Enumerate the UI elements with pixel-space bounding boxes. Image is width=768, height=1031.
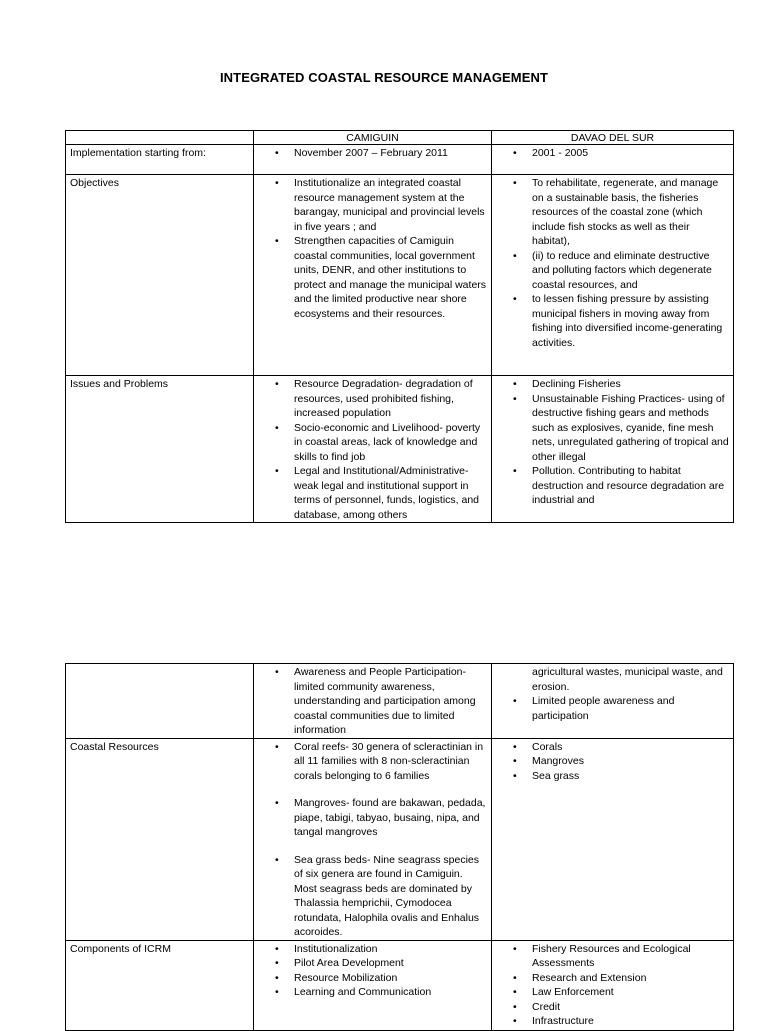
icrm-table-part-1 <box>65 130 734 523</box>
row-objectives <box>66 175 734 376</box>
list-item: • Sea grass <box>532 769 729 784</box>
row-label-issues: Issues and Problems <box>66 376 254 523</box>
list-item: • Institutionalize an integrated coastal resource management system at the barangay, municipal and provincial levels in five years ; and <box>294 176 487 234</box>
list-item: • Mangroves- found are bakawan, pedada, piape, tabigi, tabyao, busaing, nipa, and tangal mangroves <box>294 796 487 840</box>
list-item: • Socio-economic and Livelihood- poverty in coastal areas, lack of knowledge and skills to find job <box>294 421 487 465</box>
row-issues <box>66 376 734 523</box>
cell-davao-issues-continued <box>492 664 734 739</box>
list-item: • Institutionalization <box>294 942 487 957</box>
bullet-list <box>258 176 487 321</box>
icrm-table-part-2 <box>65 663 734 1031</box>
row-label-objectives: Objectives <box>66 175 254 376</box>
continued-text: agricultural wastes, municipal waste, and erosion. <box>532 666 723 693</box>
bullet-list <box>496 740 729 784</box>
list-item: • Fishery Resources and Ecological Assessments <box>532 942 729 971</box>
list-item: • Unsustainable Fishing Practices- using of destructive fishing gears and methods such as explosives, cyanide, fine mesh nets, unregulated gathering of tropical and other illegal <box>532 392 729 465</box>
row-coastal-resources <box>66 738 734 940</box>
list-item: • Mangroves <box>532 754 729 769</box>
cell-camiguin-objectives <box>254 175 492 376</box>
list-item: • Research and Extension <box>532 971 729 986</box>
cell-davao-components <box>492 940 734 1030</box>
list-item: • November 2007 – February 2011 <box>294 146 487 161</box>
list-item: • Limited people awareness and participation <box>532 694 729 723</box>
header-cell-camiguin: CAMIGUIN <box>254 131 492 145</box>
bullet-list <box>258 942 487 1000</box>
bullet-list <box>496 942 729 1029</box>
page-title: INTEGRATED COASTAL RESOURCE MANAGEMENT <box>219 70 549 85</box>
list-item: • to lessen fishing pressure by assisting municipal fishers in moving away from fishing into diversified income-generating activities. <box>532 292 729 350</box>
list-item: • Legal and Institutional/Administrative- weak legal and institutional support in terms of personnel, funds, logistics, and database, among others <box>294 464 487 522</box>
bullet-list <box>496 694 729 723</box>
cell-camiguin-issues <box>254 376 492 523</box>
list-item: • (ii) to reduce and eliminate destructive and polluting factors which degenerate coastal resources, and <box>532 249 729 293</box>
bullet-list <box>258 377 487 522</box>
list-item: • Awareness and People Participation- limited community awareness, understanding and participation among coastal communities due to limited information <box>294 665 487 738</box>
list-item: • Declining Fisheries <box>532 377 729 392</box>
bullet-list <box>258 146 487 161</box>
list-item: • Law Enforcement <box>532 985 729 1000</box>
list-item: • Corals <box>532 740 729 755</box>
cell-camiguin-issues-continued <box>254 664 492 739</box>
row-label-components: Components of ICRM <box>66 940 254 1030</box>
header-cell-davao-del-sur: DAVAO DEL SUR <box>492 131 734 145</box>
list-item: • Learning and Communication <box>294 985 487 1000</box>
bullet-list <box>496 176 729 350</box>
row-implementation <box>66 145 734 175</box>
list-item: • Pollution. Contributing to habitat destruction and resource degradation are industrial and <box>532 464 729 508</box>
row-label-coastal-resources: Coastal Resources <box>66 738 254 940</box>
bullet-list <box>258 665 487 738</box>
cell-camiguin-implementation <box>254 145 492 175</box>
cell-davao-issues <box>492 376 734 523</box>
list-item: • Resource Mobilization <box>294 971 487 986</box>
list-item: • To rehabilitate, regenerate, and manage on a sustainable basis, the fisheries resources of the coastal zone (which include fish stocks as well as their habitat), <box>532 176 729 249</box>
cell-davao-coastal-resources <box>492 738 734 940</box>
row-components-of-icrm <box>66 940 734 1030</box>
row-label-blank <box>66 664 254 739</box>
bullet-list <box>258 740 487 940</box>
cell-camiguin-components <box>254 940 492 1030</box>
list-item: • 2001 - 2005 <box>532 146 729 161</box>
list-item: • Coral reefs- 30 genera of scleractinian in all 11 families with 8 non-scleractinian corals belonging to 6 families <box>294 740 487 784</box>
bullet-list <box>496 377 729 508</box>
list-item: • Infrastructure <box>532 1014 729 1029</box>
header-cell-blank <box>66 131 254 145</box>
spacer <box>294 840 487 853</box>
row-issues-continued <box>66 664 734 739</box>
list-item: • Pilot Area Development <box>294 956 487 971</box>
list-item: • Resource Degradation- degradation of resources, used prohibited fishing, increased population <box>294 377 487 421</box>
list-item: • Sea grass beds- Nine seagrass species of six genera are found in Camiguin. Most seagrass beds are dominated by Thalassia hemprichii, Cymodocea rotundata, Halophila ovalis and Enhalus acoroides. <box>294 853 487 940</box>
table-header-row <box>66 131 734 145</box>
spacer <box>294 783 487 796</box>
list-item: • Strengthen capacities of Camiguin coastal communities, local government units, DENR, and other institutions to protect and manage the municipal waters and the limited productive near shore ecosystems and their resources. <box>294 234 487 321</box>
cell-davao-implementation <box>492 145 734 175</box>
cell-davao-objectives <box>492 175 734 376</box>
cell-camiguin-coastal-resources <box>254 738 492 940</box>
row-label-implementation: Implementation starting from: <box>66 145 254 175</box>
bullet-list <box>496 146 729 161</box>
list-item: • Credit <box>532 1000 729 1015</box>
